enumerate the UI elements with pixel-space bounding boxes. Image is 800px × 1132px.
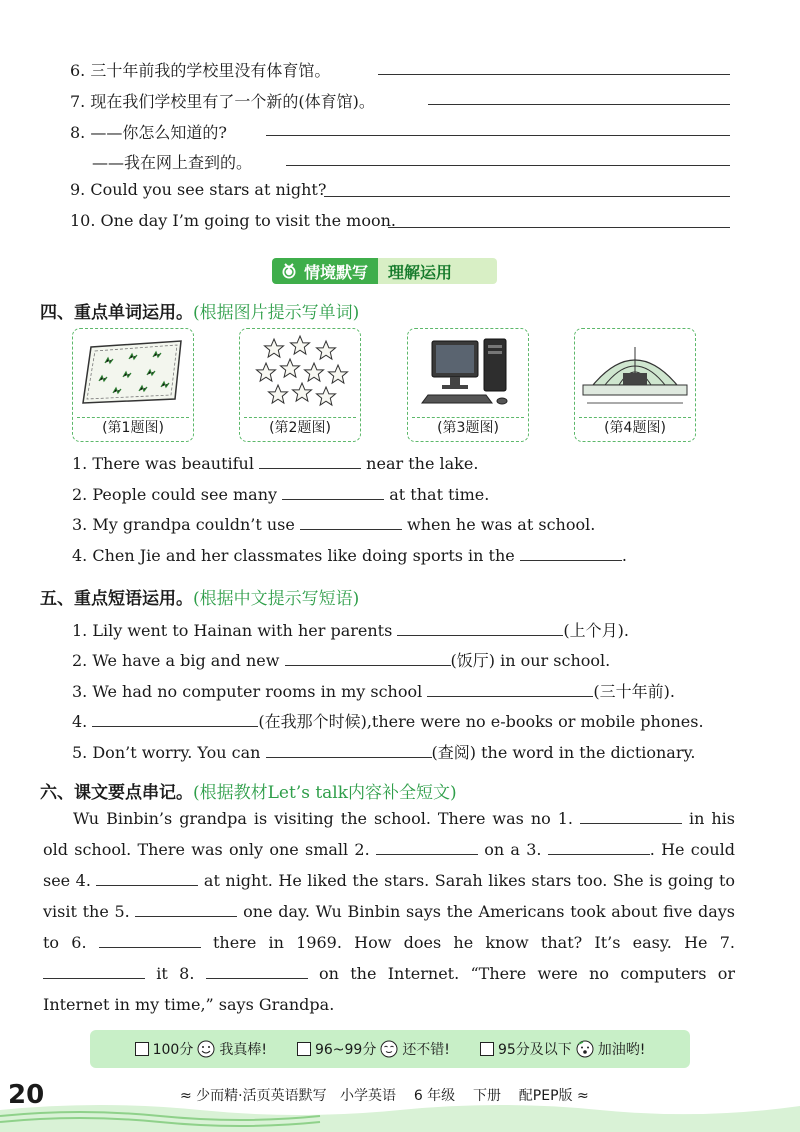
picture-card-3	[407, 328, 529, 442]
word-item-4-after: .	[621, 546, 627, 565]
word-item-2	[72, 485, 489, 504]
phrase-blank-5[interactable]	[266, 743, 432, 758]
section-5-title: 重点短语运用。	[74, 589, 193, 609]
phrase-item-2-before: 2. We have a big and new	[72, 651, 280, 670]
translation-item-9: 9. Could you see stars at night?	[70, 180, 327, 199]
section-6-heading	[40, 778, 457, 803]
passage-part-6: one day. Wu Binbin says the Americans took about five days to 6.	[43, 902, 735, 952]
page-number: 20	[8, 1080, 45, 1110]
section-4-hint: (根据图片提示写单词)	[193, 303, 360, 323]
passage-blank-6[interactable]	[99, 933, 201, 948]
translation-item-10: 10. One day I’m going to visit the moon.	[70, 211, 396, 230]
picture-card-4	[574, 328, 696, 442]
word-blank-2[interactable]	[282, 485, 384, 500]
word-item-3-after: when he was at school.	[407, 515, 596, 534]
passage-blank-8[interactable]	[206, 964, 308, 979]
section-6-hint: (根据教材Let’s talk内容补全短文)	[193, 783, 457, 803]
translation-item-8a: 8. ——你怎么知道的?	[70, 123, 227, 142]
section-6-title: 课文要点串记。	[74, 783, 193, 803]
evaluation-option-2[interactable]	[297, 1039, 450, 1059]
evaluation-score-1: 100分	[152, 1042, 194, 1058]
smile-face-icon	[197, 1040, 215, 1058]
phrase-blank-4[interactable]	[92, 712, 258, 727]
evaluation-comment-3: 加油哟!	[597, 1042, 646, 1058]
answer-blank-6[interactable]	[378, 74, 730, 75]
banner-left-label: 情境默写	[304, 262, 369, 282]
phrase-item-4	[72, 709, 704, 732]
answer-blank-8b[interactable]	[286, 165, 730, 166]
translation-item-8b: ——我在网上查到的。	[92, 153, 253, 172]
phrase-item-4-before: 4.	[72, 712, 88, 731]
grass-picture	[77, 333, 189, 411]
phrase-item-2-after: (饭厅) in our school.	[450, 651, 611, 670]
footer-volume: 下册	[472, 1088, 501, 1104]
word-item-4-before: 4. Chen Jie and her classmates like doing sports in the	[72, 546, 515, 565]
phrase-blank-2[interactable]	[285, 651, 451, 666]
section-4-title: 重点单词运用。	[74, 303, 193, 323]
checkbox[interactable]	[135, 1042, 149, 1056]
answer-blank-9[interactable]	[324, 196, 730, 197]
phrase-blank-1[interactable]	[397, 621, 563, 636]
picture-card-1	[72, 328, 194, 442]
phrase-item-1	[72, 618, 629, 641]
picture-caption-2: (第2题图)	[269, 420, 331, 436]
phrase-item-1-after: (上个月).	[563, 621, 629, 640]
passage-blank-7[interactable]	[43, 964, 145, 979]
phrase-item-2	[72, 648, 610, 671]
picture-caption-3: (第3题图)	[437, 420, 499, 436]
passage-part-4: . He could see 4.	[43, 840, 736, 890]
phrase-item-4-after: (在我那个时候),there were no e-books or mobile phones.	[258, 712, 704, 731]
word-item-4	[72, 546, 627, 565]
evaluation-option-3[interactable]	[480, 1039, 645, 1059]
footer-grade: 6 年级	[413, 1088, 456, 1104]
content-face-icon	[380, 1040, 398, 1058]
checkbox[interactable]	[480, 1042, 494, 1056]
word-item-3-before: 3. My grandpa couldn’t use	[72, 515, 295, 534]
section-banner	[272, 258, 497, 284]
passage-blank-2[interactable]	[376, 840, 478, 855]
banner-right-label: 理解运用	[378, 258, 497, 284]
phrase-item-1-before: 1. Lily went to Hainan with her parents	[72, 621, 393, 640]
word-blank-4[interactable]	[520, 546, 622, 561]
word-item-2-before: 2. People could see many	[72, 485, 278, 504]
passage-blank-5[interactable]	[135, 902, 237, 917]
passage-blank-3[interactable]	[548, 840, 650, 855]
stars-picture	[244, 333, 356, 411]
evaluation-option-1[interactable]	[135, 1039, 267, 1059]
section-5-number: 五、	[40, 589, 74, 609]
self-evaluation-bar	[90, 1030, 690, 1068]
medal-icon	[280, 262, 298, 280]
computer-picture	[412, 333, 524, 411]
phrase-item-5-before: 5. Don’t worry. You can	[72, 743, 261, 762]
section-5-hint: (根据中文提示写短语)	[193, 589, 360, 609]
passage-part-5: at night. He liked the stars. Sarah likes stars too. She is going to visit the 5.	[43, 871, 736, 921]
phrase-item-5-after: (查阅) the word in the dictionary.	[431, 743, 696, 762]
section-5-heading	[40, 584, 359, 609]
passage-part-8: it 8.	[156, 964, 195, 983]
passage-part-9: on the Internet. “There were no computers or Internet in my time,” says Grandpa.	[43, 964, 735, 1014]
passage-part-2: in his old school. There was only one small 2.	[43, 809, 736, 859]
footer-book: ≈ 少而精·活页英语默写	[180, 1088, 327, 1104]
passage-paragraph	[43, 803, 735, 1020]
footer-info	[180, 1085, 589, 1105]
translation-item-6: 6. 三十年前我的学校里没有体育馆。	[70, 61, 331, 80]
word-item-3	[72, 515, 595, 534]
word-item-1-before: 1. There was beautiful	[72, 454, 254, 473]
passage-part-7: there in 1969. How does he know that? It’s easy. He 7.	[212, 933, 735, 952]
passage-blank-4[interactable]	[96, 871, 198, 886]
word-blank-1[interactable]	[259, 454, 361, 469]
footer-subject: 小学英语	[340, 1088, 396, 1104]
cheer-face-icon	[576, 1040, 594, 1058]
picture-caption-4: (第4题图)	[604, 420, 666, 436]
phrase-item-3-after: (三十年前).	[593, 682, 675, 701]
answer-blank-10[interactable]	[388, 227, 730, 228]
banner-left	[272, 258, 378, 284]
word-blank-3[interactable]	[300, 515, 402, 530]
phrase-item-5	[72, 740, 696, 763]
picture-card-2	[239, 328, 361, 442]
phrase-item-3-before: 3. We had no computer rooms in my school	[72, 682, 423, 701]
answer-blank-7[interactable]	[428, 104, 730, 105]
passage-part-3: on a 3.	[484, 840, 542, 859]
evaluation-score-2: 96~99分	[314, 1042, 377, 1058]
section-4-number: 四、	[40, 303, 74, 323]
phrase-item-3	[72, 679, 675, 702]
section-6-number: 六、	[40, 783, 74, 803]
footer-edition: 配PEP版 ≈	[518, 1088, 589, 1104]
gym-picture	[579, 333, 691, 411]
word-item-2-after: at that time.	[389, 485, 490, 504]
checkbox[interactable]	[297, 1042, 311, 1056]
evaluation-score-3: 95分及以下	[497, 1042, 572, 1058]
passage-part-1: Wu Binbin’s grandpa is visiting the school. There was no 1.	[73, 809, 574, 828]
answer-blank-8a[interactable]	[266, 135, 730, 136]
evaluation-comment-2: 还不错!	[402, 1042, 450, 1058]
word-item-1	[72, 454, 478, 473]
word-item-1-after: near the lake.	[366, 454, 479, 473]
section-4-heading	[40, 298, 359, 323]
passage-blank-1[interactable]	[580, 809, 682, 824]
phrase-blank-3[interactable]	[427, 682, 593, 697]
translation-item-7: 7. 现在我们学校里有了一个新的(体育馆)。	[70, 92, 375, 111]
picture-caption-1: (第1题图)	[102, 420, 164, 436]
evaluation-comment-1: 我真棒!	[219, 1042, 267, 1058]
